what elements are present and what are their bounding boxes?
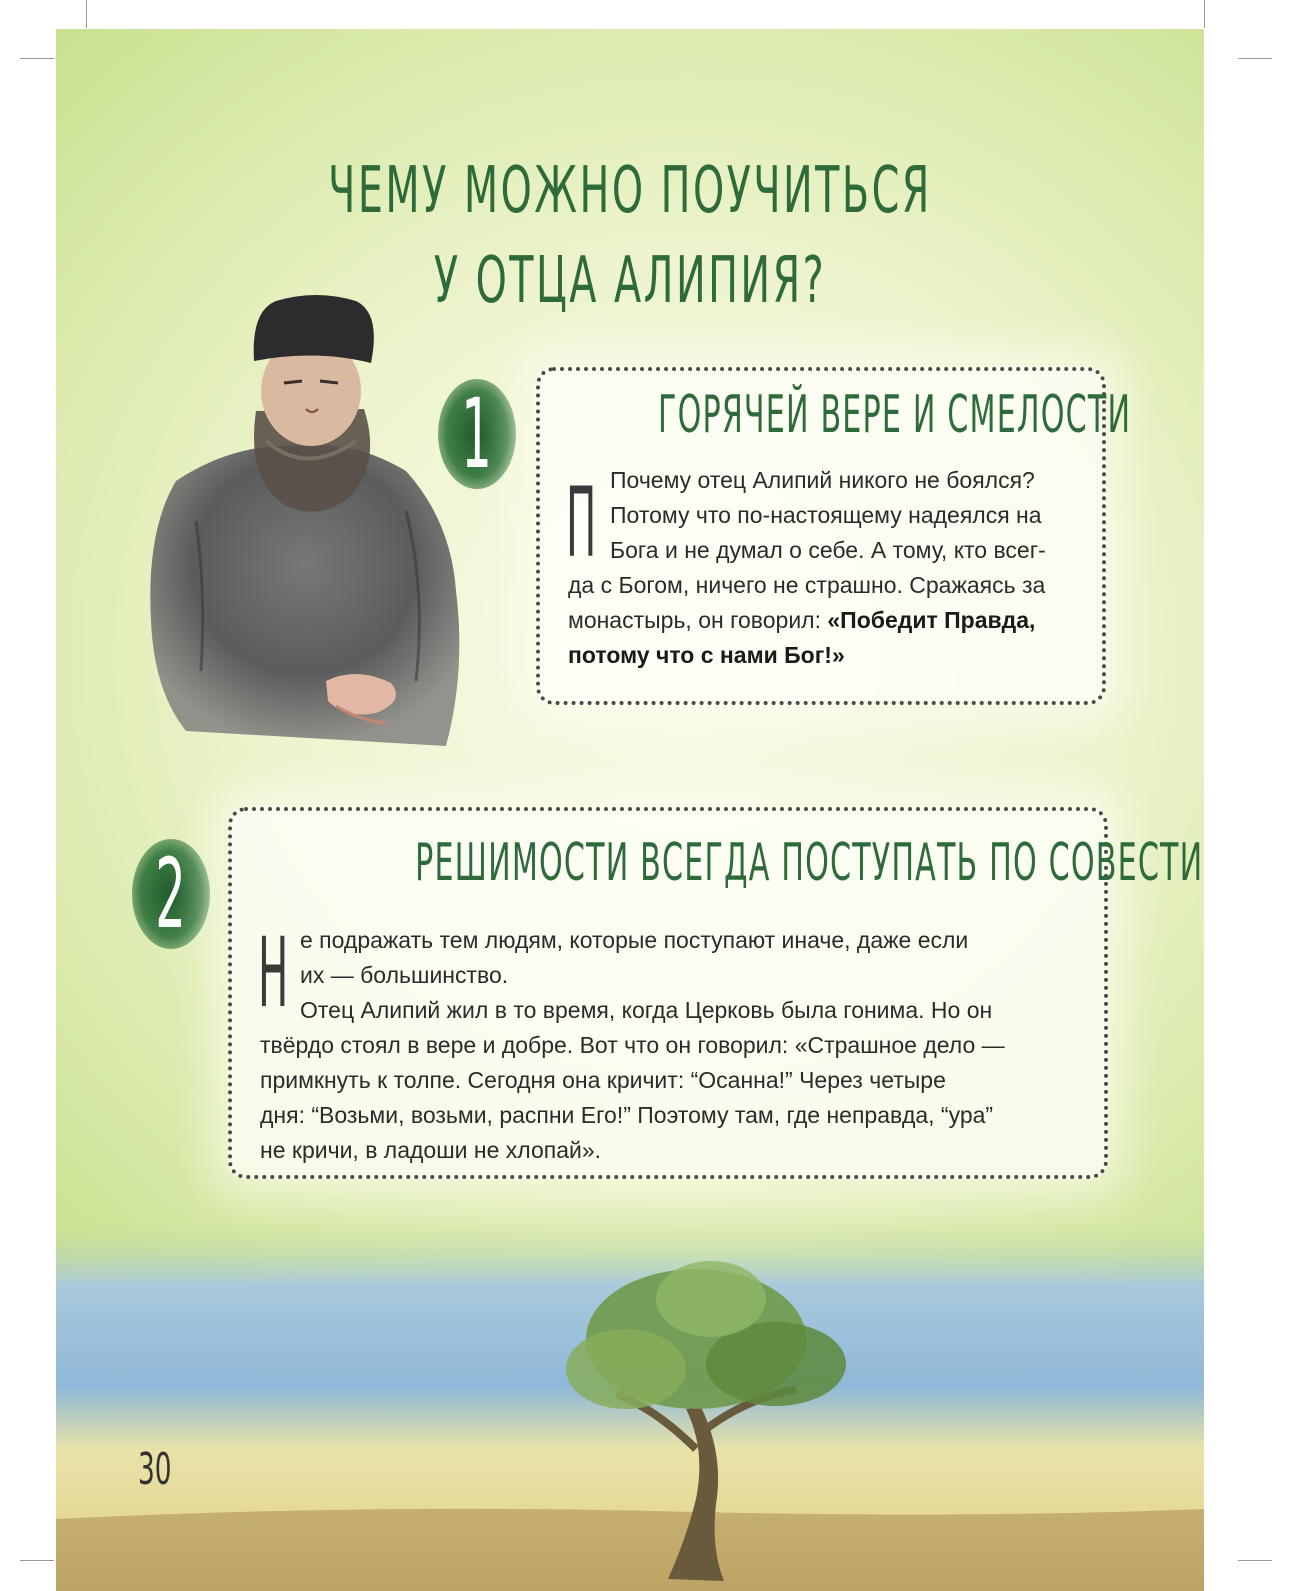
section-1-card [536, 367, 1132, 705]
section-2-paragraph [300, 923, 1085, 1028]
section-1-line: Бога и не думал о себе. А тому, кто всег- [610, 537, 1046, 563]
section-2-heading: РЕШИМОСТИ ВСЕГДА ПОСТУПАТЬ ПО СОВЕСТИ [415, 833, 1204, 893]
section-1-line: Потому что по-настоящему надеялся на [610, 502, 1042, 528]
crop-mark [1238, 1560, 1272, 1561]
section-2-line: твёрдо стоял в вере и добре. Вот что он говорил: «Страшное дело — [260, 1032, 1005, 1058]
monk-illustration [106, 291, 536, 761]
crop-mark [86, 0, 87, 28]
crop-mark [20, 58, 54, 59]
section-2-line: Отец Алипий жил в то время, когда Церковь была гонима. Но он [300, 997, 993, 1023]
section-1-quote: «Победит Правда, [827, 607, 1036, 633]
section-2-paragraph-cont [260, 1028, 1085, 1168]
section-2-card [228, 807, 1204, 1179]
book-page [56, 29, 1204, 1591]
page-number: 30 [138, 1444, 172, 1495]
landscape-illustration [56, 1219, 1204, 1591]
section-1-paragraph-cont [568, 568, 1085, 673]
crop-mark [20, 1560, 54, 1561]
crop-mark [1238, 58, 1272, 59]
section-2-line: их — большинство. [300, 962, 509, 988]
section-1-line: да с Богом, ничего не страшно. Сражаясь за [568, 572, 1046, 598]
section-1-line: монастырь, он говорил: [568, 607, 821, 633]
section-2-line: е подражать тем людям, которые поступают иначе, даже если [300, 927, 969, 953]
section-1-number-badge [438, 379, 516, 489]
section-1-quote: потому что с нами Бог!» [568, 642, 845, 668]
section-1-line: Почему отец Алипий никого не боялся? [610, 467, 1035, 493]
section-2-number: 2 [155, 838, 187, 950]
page-title-line-2: У ОТЦА АЛИПИЯ? [433, 244, 827, 318]
crop-mark [1204, 0, 1205, 28]
section-1-paragraph [610, 463, 1085, 568]
section-2-line: не кричи, в ладоши не хлопай». [260, 1137, 602, 1163]
page-title-line-1: ЧЕМУ МОЖНО ПОУЧИТЬСЯ [328, 154, 932, 228]
section-2-number-badge [132, 839, 210, 949]
section-2-line: дня: “Возьми, возьми, распни Его!” Поэтому там, где неправда, “ура” [260, 1102, 994, 1128]
section-1-heading: ГОРЯЧЕЙ ВЕРЕ И СМЕЛОСТИ [658, 385, 1132, 445]
section-1-number: 1 [461, 378, 493, 490]
section-2-dropcap: Н [258, 917, 289, 1029]
section-2-line: примкнуть к толпе. Сегодня она кричит: “Осанна!” Через четыре [260, 1067, 946, 1093]
section-1-dropcap: П [566, 467, 597, 579]
